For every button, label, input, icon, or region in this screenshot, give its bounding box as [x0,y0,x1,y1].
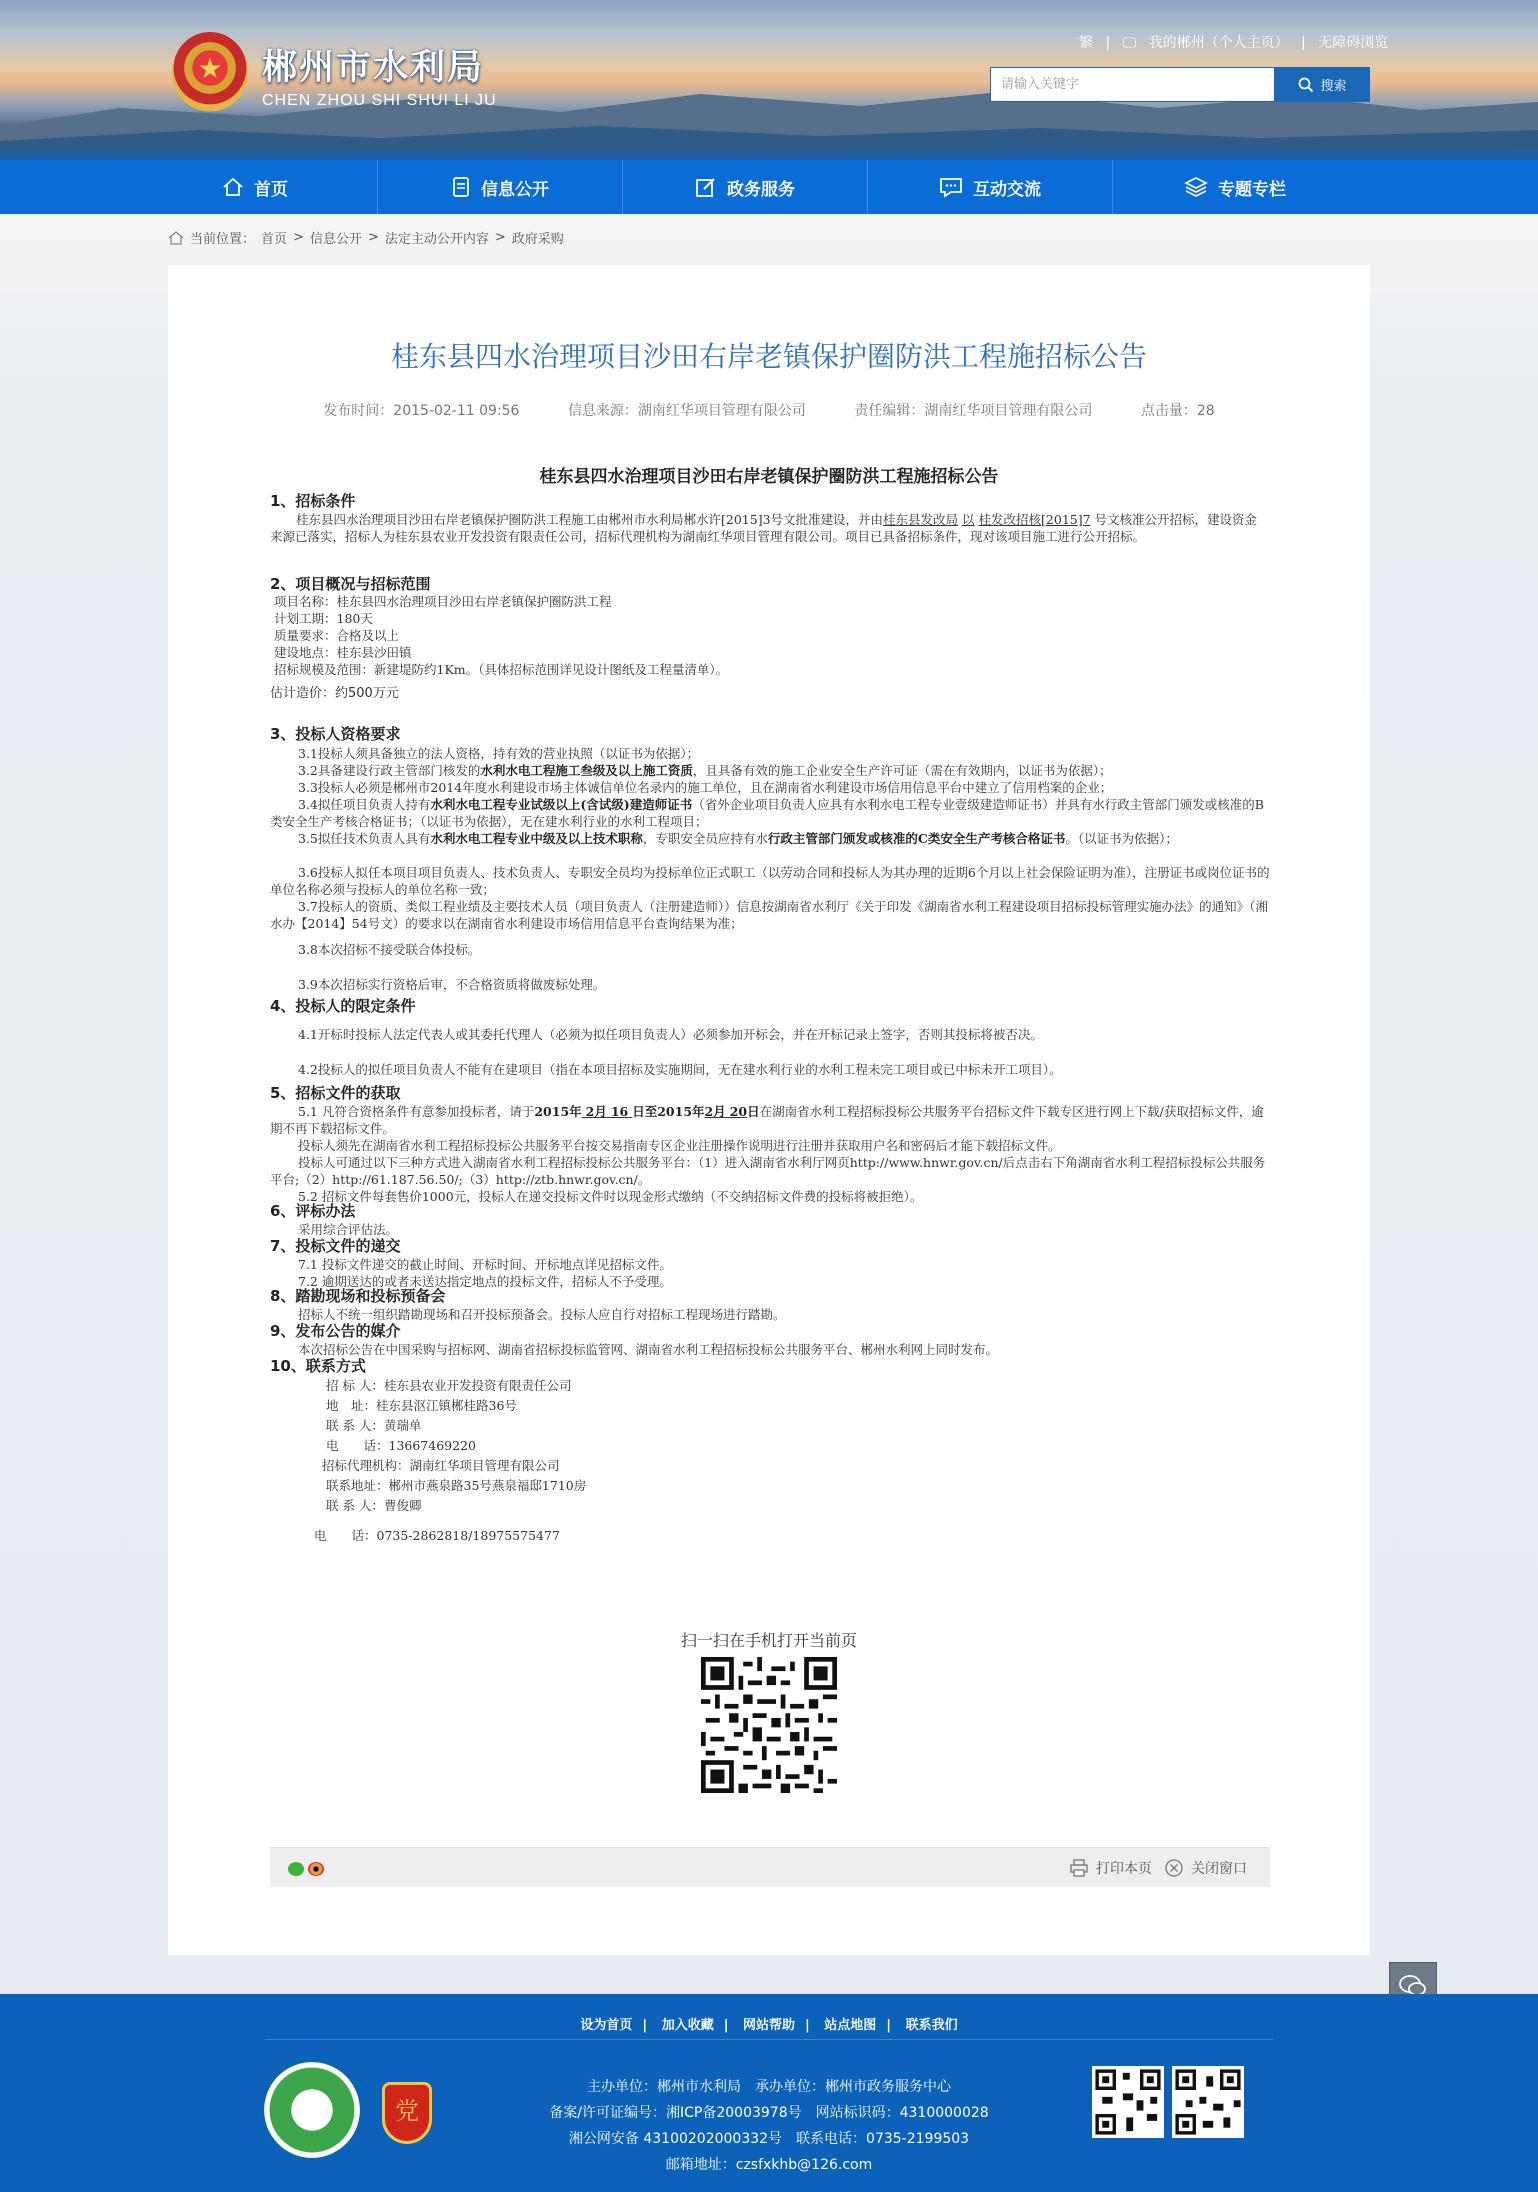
national-emblem-icon: ★ [172,32,248,112]
paragraph: 投标人须先在湖南省水利工程招标投标公共服务平台按交易指南专区企业注册操作说明进行注册并获取用户名和密码后才能下载招标文件。 [298,1138,1061,1153]
home-icon [222,177,244,197]
list-item: 5.2 招标文件每套售价1000元，投标人在递交投标文件时以现金形式缴纳（不交纳招标文件费的投标将被拒绝）。 [298,1189,923,1204]
click-count: 点击量：28 [1140,403,1215,419]
footer-link-contact[interactable]: 联系我们 [905,2018,958,2033]
footer-link-homepage[interactable]: 设为首页 [580,2018,633,2033]
close-window-button[interactable] [1165,1858,1247,1878]
contact-line: 地 址：桂东县沤江镇郴桂路36号 [326,1398,517,1413]
footer-email: 邮箱地址：czsfxkhb@126.com [665,2157,873,2173]
list-item: 3.1投标人须具备独立的法人资格，持有效的营业执照（以证书为依据）； [298,746,700,761]
paragraph: 桂东县四水治理项目沙田右岸老镇保护圈防洪工程施工由郴州市水利局郴水许[2015]3号文批准建设，并由桂东县发改局 以 桂发改招核[2015]7 号文核准公开招标，建设资金来源已落实，招标人为桂东县农业开发投资有限责任公司，招标代理机构为湖南红华项目管理有限公司。项目已具备招标条件，现对该项目施工进行公开招标。 [270,512,1258,544]
weibo-icon[interactable] [308,1862,324,1876]
site-title[interactable]: 郴州市水利局 [262,48,485,88]
nav-item-services[interactable] [623,160,867,214]
breadcrumb [168,228,564,247]
footer-sponsor: 主办单位：郴州市水利局 承办单位：郴州市政务服务中心 [587,2079,951,2095]
list-item: 4.2投标人的拟任项目负责人不能有在建项目（指在本项目招标及实施期间，无在建水利行业的水利工程未完工项目或已中标未开工项目）。 [298,1062,1062,1077]
close-label: 关闭窗口 [1191,1861,1247,1877]
footer-link-favorite[interactable]: 加入收藏 [661,2018,714,2033]
list-item: 7.2 逾期送达的或者未送达指定地点的投标文件，招标人不予受理。 [298,1274,672,1289]
contact-line: 招标代理机构：湖南红华项目管理有限公司 [322,1458,560,1473]
section-heading: 5、招标文件的获取 [270,1084,401,1102]
estimate: 估计造价：约500万元 [270,686,399,701]
footer-icp: 备案/许可证编号：湘ICP备20003978号 网站标识码：4310000028 [549,2105,989,2121]
list-item: 3.5拟任技术负责人具有水利水电工程专业中级及以上技术职称，专职安全员应持有水行政主管部门颁发或核准的C类安全生产考核合格证书。（以证书为依据）； [298,831,1178,846]
footer-divider [265,2039,1273,2040]
header-banner [0,0,1538,160]
article-container [168,265,1370,1955]
search-input[interactable]: 请输入关键字 [990,67,1275,102]
contact-line: 联 系 人：曹俊卿 [326,1498,422,1513]
list-item: 3.2具备建设行政主管部门核发的水利水电工程施工叁级及以上施工资质，且具备有效的施工企业安全生产许可证（需在有效期内，以证书为依据）； [298,763,1112,778]
layers-icon [1184,176,1208,198]
contact-line: 联系地址：郴州市燕泉路35号燕泉福邸1710房 [326,1478,587,1493]
breadcrumb-link-info[interactable]: 信息公开 [309,232,362,247]
main-nav [0,160,1538,214]
document-icon [451,176,471,198]
footer-info [0,2074,1538,2178]
section-heading: 1、招标条件 [270,492,356,510]
share-bar [270,1847,1270,1887]
contact-line: 电 话：0735-2862818/18975575477 [314,1528,560,1543]
list-item: 3.7投标人的资质、类似工程业绩及主要技术人员（项目负责人（注册建造师））信息按湖南省水利厅《关于印发《湖南省水利工程建设项目招标投标管理实施办法》的通知》（湘水办【2014】54号文）的要求以在湖南省水利建设市场信用信息平台查询结果为准； [270,899,1268,931]
list-item: 计划工期：180天 [274,611,373,626]
paragraph: 投标人可通过以下三种方式进入湖南省水利工程招标投标公共服务平台：（1）进入湖南省水利厅网页http://www.hnwr.gov.cn/后点击右下角湖南省水利工程招标投标公共服务平台;（2）http://61.187.56.50/;（3）http://ztb.hnwr.gov.cn/。 [270,1155,1266,1187]
list-item: 4.1开标时投标人法定代表人或其委托代理人（必须为拟任项目负责人）必须参加开标会，并在开标记录上签字，否则其投标将被否决。 [298,1027,1043,1042]
section-heading: 9、发布公告的媒介 [270,1322,401,1340]
monitor-icon: 🖵 [1122,35,1137,51]
list-item: 7.1 投标文件递交的截止时间、开标时间、开标地点详见招标文件。 [298,1257,672,1272]
search-button-label: 搜索 [1320,79,1347,94]
separator: | [1105,35,1111,51]
editor: 责任编辑：湖南红华项目管理有限公司 [854,403,1093,419]
breadcrumb-link-home[interactable]: 首页 [261,232,288,247]
contact-line: 联 系 人：黄瑞单 [326,1418,422,1433]
list-item: 质量要求：合格及以上 [274,628,400,643]
nav-item-info[interactable] [378,160,622,214]
breadcrumb-separator: > [494,230,506,245]
contact-line: 招 标 人：桂东县农业开发投资有限责任公司 [326,1378,572,1393]
footer-link-sitemap[interactable]: 站点地图 [824,2018,877,2033]
party-badge-icon[interactable]: 党 [382,2082,432,2144]
paragraph: 5.1 凡符合资格条件有意参加投标者，请于2015年 2月 16 日至2015年2月 20日在湖南省水利工程招标投标公共服务平台招标文件下载专区进行网上下载/获取招标文件，逾期不再下载招标文件。 [270,1104,1264,1136]
printer-icon [1070,1859,1088,1877]
breadcrumb-link-procurement[interactable]: 政府采购 [511,232,564,247]
nav-item-label: 信息公开 [481,179,549,200]
paragraph: 采用综合评估法。 [298,1222,399,1237]
list-item: 3.4拟任项目负责人持有水利水电工程专业试级以上(含试级)建造师证书（省外企业项目负责人应具有水利水电工程专业壹级建造师证书）并具有水行政主管部门颁发或核准的B类安全生产考核合格证书；（以证书为依据），无在建水利行业的水利工程项目； [270,797,1264,829]
my-chenzhou-link[interactable]: 我的郴州（个人主页） [1148,35,1289,51]
nav-item-label: 专题专栏 [1218,179,1286,200]
section-heading: 10、联系方式 [270,1357,366,1375]
traditional-chinese-link[interactable]: 繁 [1079,35,1093,51]
list-item: 建设地点：桂东县沙田镇 [274,645,412,660]
list-item: 项目名称：桂东县四水治理项目沙田右岸老镇保护圈防洪工程 [274,594,612,609]
paragraph: 本次招标公告在中国采购与招标网、湖南省招标投标监管网、湖南省水利工程招标投标公共服务平台、郴州水利网上同时发布。 [298,1342,999,1357]
nav-item-label: 互动交流 [973,179,1041,200]
list-item: 3.9本次招标实行资格后审，不合格资质将做废标处理。 [298,977,606,992]
nav-item-interaction[interactable] [868,160,1112,214]
section-heading: 4、投标人的限定条件 [270,997,416,1015]
section-heading: 2、项目概况与招标范围 [270,575,431,593]
section-heading: 6、评标办法 [270,1202,356,1220]
nav-item-label: 政务服务 [727,179,795,200]
article-title: 桂东县四水治理项目沙田右岸老镇保护圈防洪工程施招标公告 [390,340,1147,373]
breadcrumb-separator: > [367,230,379,245]
breadcrumb-link-statutory[interactable]: 法定主动公开内容 [384,232,489,247]
document-title: 桂东县四水治理项目沙田右岸老镇保护圈防洪工程施招标公告 [539,467,999,487]
home-icon [168,231,184,245]
footer-links: 设为首页 | 加入收藏 | 网站帮助 | 站点地图 | 联系我们 [580,2018,958,2033]
list-item: 招标规模及范围：新建堤防约1Km。（具体招标范围详见设计图纸及工程量清单）。 [274,662,729,677]
paragraph: 招标人不统一组织踏勘现场和召开投标预备会。投标人应自行对招标工程现场进行踏勘。 [298,1307,786,1322]
top-links [1075,32,1392,52]
nav-item-home[interactable] [133,160,377,214]
qr-code-icon [1172,2066,1244,2138]
footer-police: 湘公网安备 43100202000332号 联系电话：0735-2199503 [568,2131,970,2147]
publish-time: 发布时间：2015-02-11 09:56 [323,403,520,419]
info-source: 信息来源：湖南红华项目管理有限公司 [567,403,806,419]
print-button[interactable] [1070,1858,1152,1878]
close-icon [1165,1859,1183,1877]
contact-line: 电 话：13667469220 [326,1438,476,1453]
search-icon [1298,77,1314,93]
nav-item-topics[interactable] [1113,160,1357,214]
edit-icon [695,176,717,198]
nav-item-label: 首页 [254,179,288,200]
footer [0,1994,1538,2192]
list-item: 3.3投标人必须是郴州市2014年度水利建设市场主体诚信单位名录内的施工单位，且在湖南省水利建设市场信用信息平台中建立了信用档案的企业； [298,780,1113,795]
accessibility-link[interactable]: 无障碍浏览 [1318,35,1389,51]
print-label: 打印本页 [1096,1861,1152,1877]
breadcrumb-separator: > [293,230,304,245]
list-item: 3.8本次招标不接受联合体投标。 [298,942,481,957]
section-heading: 3、投标人资格要求 [270,725,401,743]
separator: | [1301,35,1306,51]
qr-caption: 扫一扫在手机打开当前页 [680,1631,857,1650]
section-heading: 7、投标文件的递交 [270,1237,401,1255]
breadcrumb-prefix: 当前位置： [190,232,256,247]
qr-code-icon [1092,2066,1164,2138]
list-item: 3.6投标人拟任本项目项目负责人、技术负责人、专职安全员均为投标单位正式职工（以劳动合同和投标人为其办理的近期6个月以上社会保险证明为准），注册证书或岗位证书的单位名称必须与投标人的单位名称一致； [270,865,1270,897]
section-heading: 8、踏勘现场和投标预备会 [270,1287,446,1305]
wechat-icon[interactable] [288,1862,304,1876]
qr-code-icon [701,1657,837,1793]
search-button[interactable] [1275,67,1370,102]
article-meta [168,400,1370,420]
chat-icon [939,176,963,198]
footer-link-help[interactable]: 网站帮助 [742,2018,795,2033]
site-subtitle: CHEN ZHOU SHI SHUI LI JU [262,92,497,109]
